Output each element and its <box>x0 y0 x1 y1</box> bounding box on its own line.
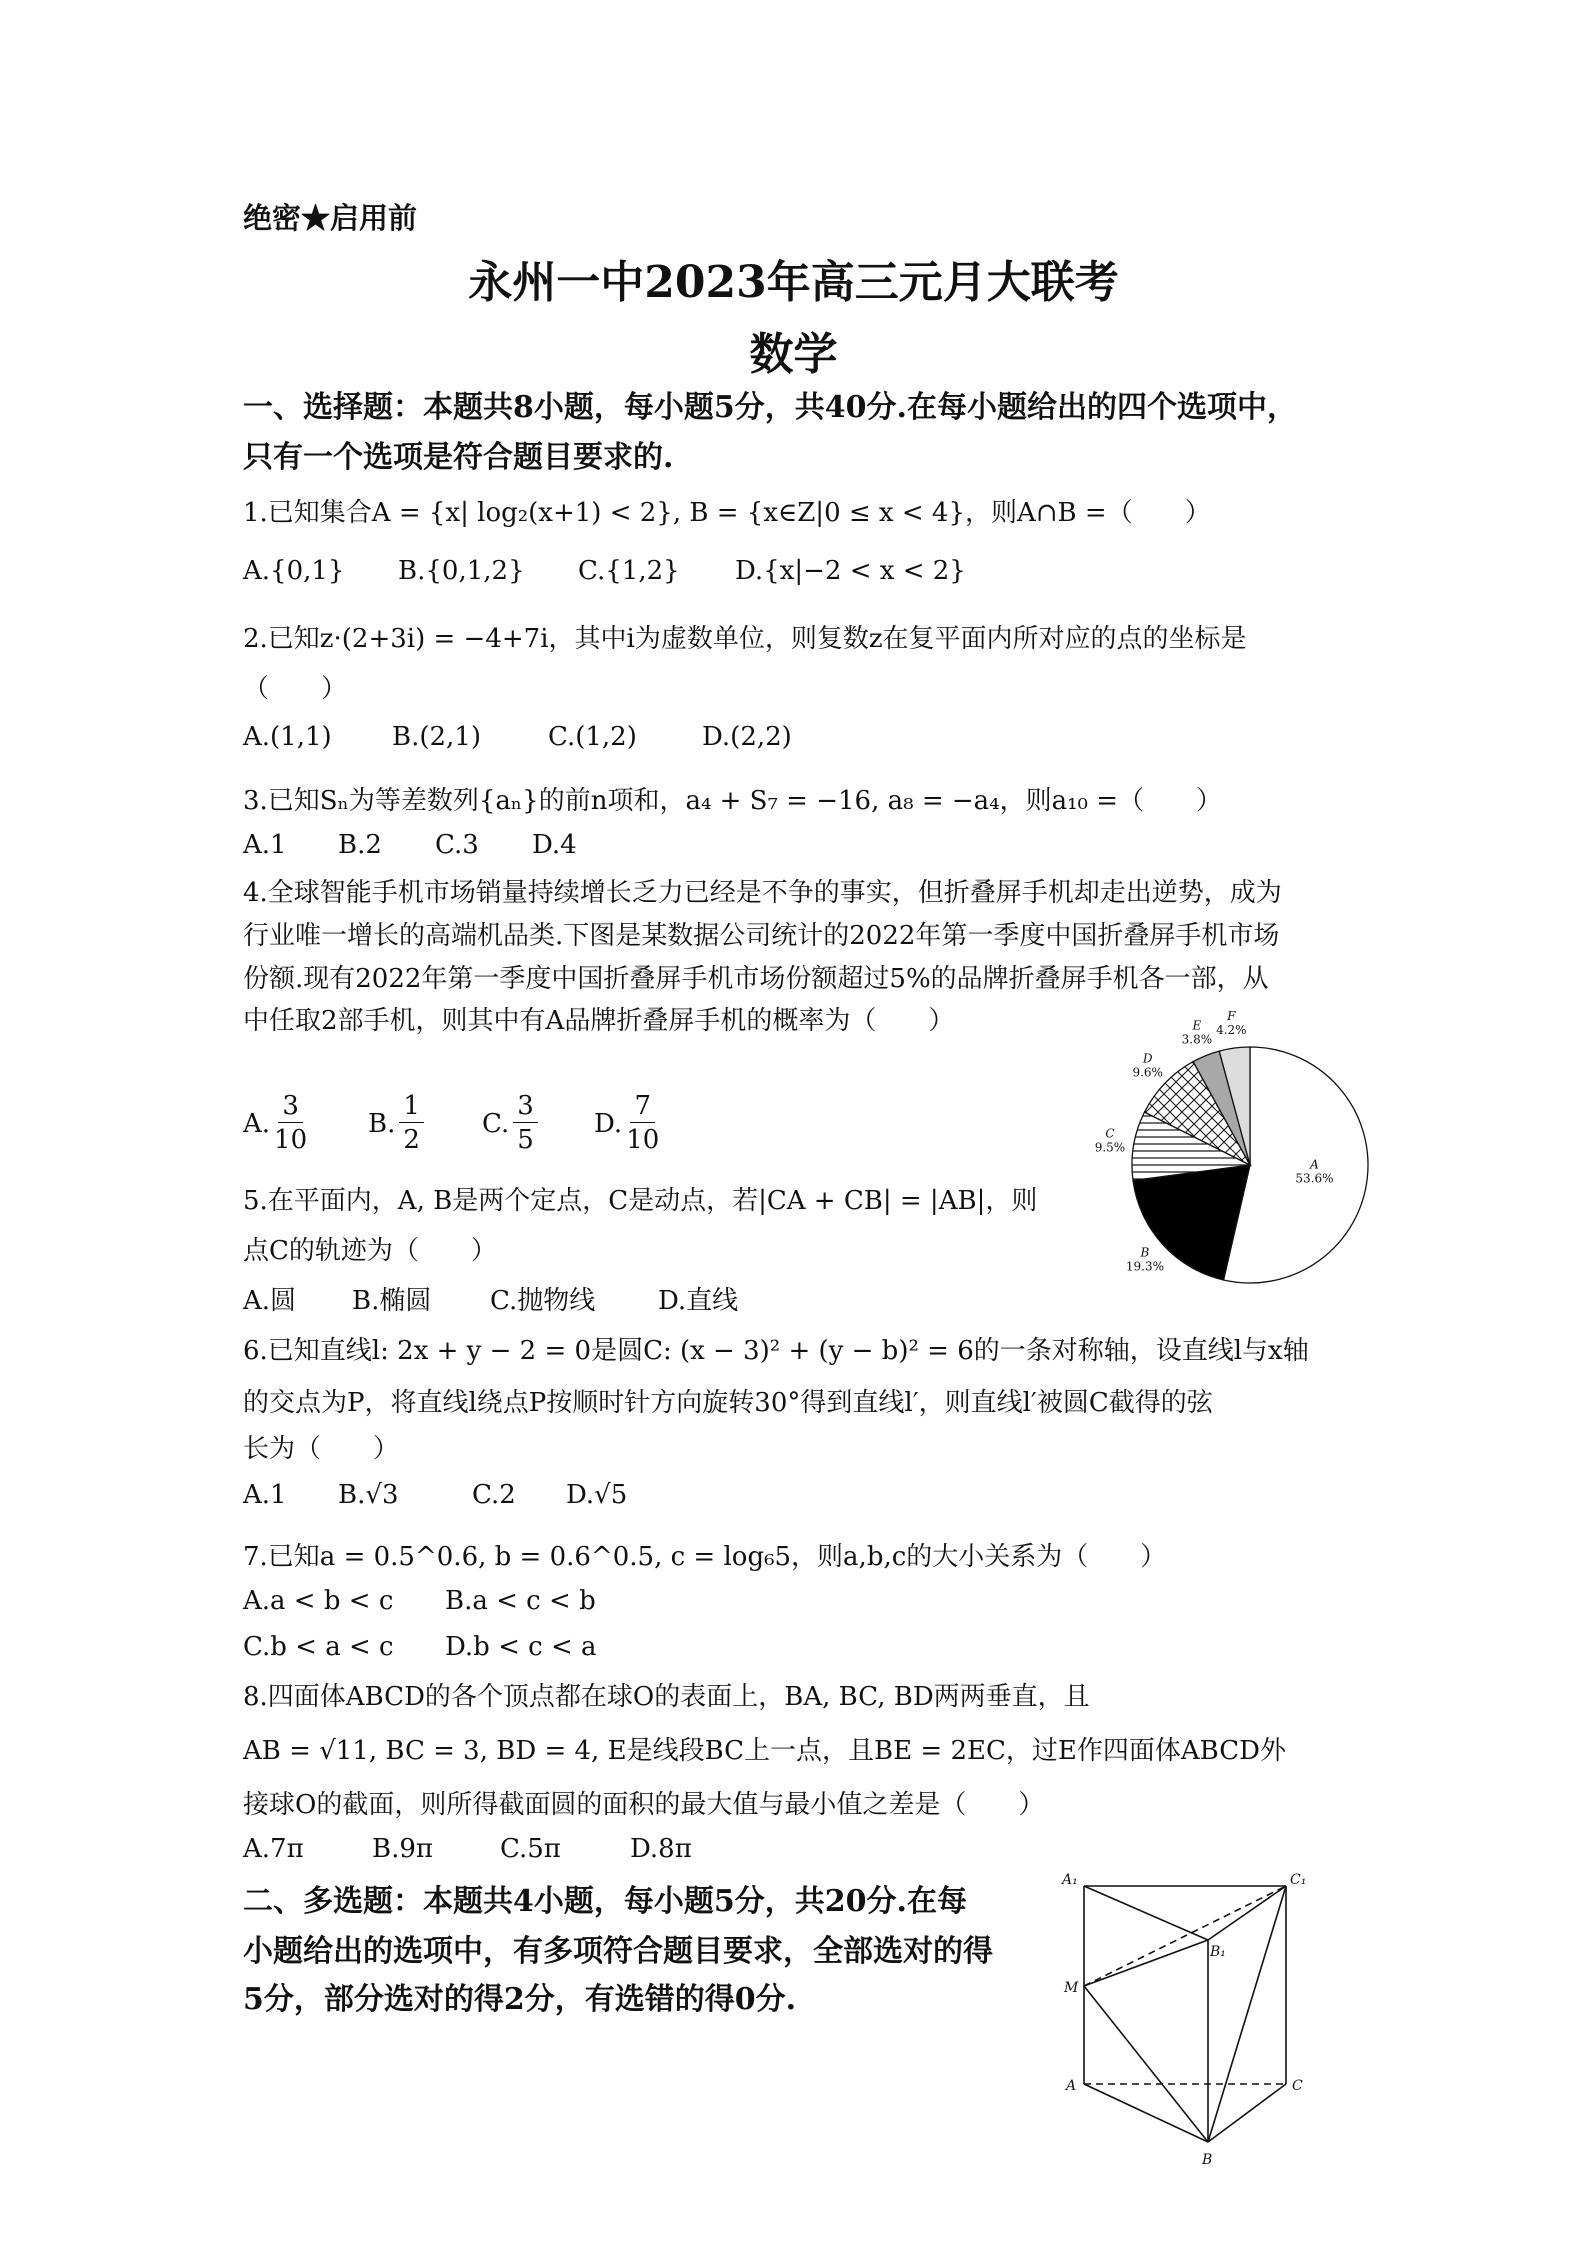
vertex-label-c: C <box>1292 2078 1303 2094</box>
q7-option-a: A.a < b < c <box>243 1586 394 1616</box>
q7-option-c: C.b < a < c <box>243 1632 394 1662</box>
q8-option-d: D.8π <box>630 1834 692 1864</box>
option-letter: A. <box>243 1108 271 1139</box>
edge-m-c1-dashed <box>1084 1886 1286 1986</box>
fraction-numerator: 3 <box>513 1090 538 1123</box>
pie-value-d: 9.6% <box>1132 1065 1163 1080</box>
section2-line2: 小题给出的选项中，有多项符合题目要求，全部选对的得 <box>243 1934 993 1969</box>
pie-label-a: A <box>1310 1157 1319 1172</box>
pie-value-e: 3.8% <box>1181 1032 1213 1047</box>
q3-option-c: C.3 <box>435 830 479 860</box>
q2-stem: 2.已知z·(2+3i) = −4+7i，其中i为虚数单位，则复数z在复平面内所对应的点的坐标是 <box>243 624 1247 654</box>
q4-option-b <box>368 1090 424 1157</box>
section1-line2: 只有一个选项是符合题目要求的. <box>243 440 674 475</box>
option-letter: C. <box>482 1108 510 1139</box>
vertex-label-a1: A₁ <box>1062 1872 1078 1888</box>
q6-line3: 长为（ ） <box>243 1434 400 1464</box>
pie-value-f: 4.2% <box>1216 1023 1247 1038</box>
q8-option-c: C.5π <box>500 1834 561 1864</box>
subject-title: 数学 <box>749 329 838 380</box>
q6-option-a: A.1 <box>243 1480 287 1510</box>
edge-m-b1 <box>1084 1940 1208 1986</box>
q5-option-a: A.圆 <box>243 1286 297 1316</box>
pie-value-b: 19.3% <box>1125 1259 1165 1274</box>
pie-label-e: E <box>1192 1018 1202 1033</box>
q7-option-b: B.a < c < b <box>445 1586 596 1616</box>
q2-option-b: B.(2,1) <box>392 722 482 752</box>
q3-option-a: A.1 <box>243 830 287 860</box>
q2-option-a: A.(1,1) <box>243 722 332 752</box>
q4-line1: 4.全球智能手机市场销量持续增长乏力已经是不争的事实，但折叠屏手机却走出逆势，成为 <box>243 878 1282 908</box>
q6-option-b: B.√3 <box>338 1480 399 1510</box>
pie-value-a: 53.6% <box>1295 1171 1334 1186</box>
exam-title: 永州一中2023年高三元月大联考 <box>468 257 1119 308</box>
q8-line2: AB = √11, BC = 3, BD = 4, E是线段BC上一点，且BE = 2EC，过E作四面体ABCD外 <box>243 1736 1286 1766</box>
fraction-numerator: 1 <box>399 1090 424 1123</box>
q2-option-c: C.(1,2) <box>548 722 637 752</box>
secret-label: 绝密★启用前 <box>243 201 418 235</box>
q1-option-c: C.{1,2} <box>578 556 680 586</box>
section2-line3: 5分，部分选对的得2分，有选错的得0分. <box>243 1982 797 2017</box>
prism-diagram <box>1050 1870 1330 2200</box>
q4-line2: 行业唯一增长的高端机品类.下图是某数据公司统计的2022年第一季度中国折叠屏手机市场 <box>243 921 1280 951</box>
vertex-label-m: M <box>1064 1980 1079 1996</box>
q3-option-b: B.2 <box>338 830 382 860</box>
q6-option-d: D.√5 <box>566 1480 628 1510</box>
edge-m-b <box>1084 1986 1208 2142</box>
fraction-denominator: 10 <box>274 1125 308 1155</box>
q5-option-d: D.直线 <box>658 1286 739 1316</box>
edge-c1-b1 <box>1208 1886 1286 1940</box>
q1-stem: 1.已知集合A = {x| log₂(x+1) < 2}, B = {x∈Z|0 ≤ x < 4}，则A∩B =（ ） <box>243 498 1211 528</box>
section2-line1: 二、多选题：本题共4小题，每小题5分，共20分.在每 <box>243 1884 967 1919</box>
vertex-label-a: A <box>1066 2078 1077 2094</box>
pie-label-b: B <box>1140 1245 1150 1260</box>
section1-line1: 一、选择题：本题共8小题，每小题5分，共40分.在每小题给出的四个选项中， <box>243 390 1297 425</box>
q4-option-a <box>243 1090 307 1157</box>
q4-option-c <box>482 1090 538 1157</box>
fraction-denominator: 5 <box>517 1125 534 1155</box>
pie-label-d: D <box>1142 1051 1153 1066</box>
pie-label-f: F <box>1227 1010 1236 1024</box>
q5-option-b: B.椭圆 <box>352 1286 432 1316</box>
vertex-label-b: B <box>1202 2152 1213 2168</box>
fraction <box>626 1090 659 1157</box>
pie-value-c: 9.5% <box>1094 1140 1126 1155</box>
q8-option-b: B.9π <box>372 1834 434 1864</box>
q3-stem: 3.已知Sₙ为等差数列{aₙ}的前n项和，a₄ + S₇ = −16, a₈ = −a₄，则a₁₀ =（ ） <box>243 786 1222 816</box>
q4-option-d <box>594 1090 659 1157</box>
fraction <box>399 1090 424 1157</box>
q2-option-d: D.(2,2) <box>702 722 792 752</box>
q3-option-d: D.4 <box>532 830 577 860</box>
fraction <box>513 1090 538 1157</box>
q5-option-c: C.抛物线 <box>490 1286 596 1316</box>
fraction-numerator: 3 <box>278 1090 303 1123</box>
q8-line3: 接球O的截面，则所得截面圆的面积的最大值与最小值之差是（ ） <box>243 1790 1045 1820</box>
q4-line4: 中任取2部手机，则其中有A品牌折叠屏手机的概率为（ ） <box>243 1006 955 1036</box>
q6-line1: 6.已知直线l: 2x + y − 2 = 0是圆C: (x − 3)² + (y − b)² = 6的一条对称轴，设直线l与x轴 <box>243 1336 1309 1366</box>
fraction-denominator: 2 <box>403 1125 420 1155</box>
pie-label-c: C <box>1105 1126 1115 1141</box>
q6-line2: 的交点为P，将直线l绕点P按顺时针方向旋转30°得到直线l′，则直线l′被圆C截得的弦 <box>243 1388 1213 1418</box>
q2-stem-paren: （ ） <box>243 674 348 704</box>
q5-stem2: 点C的轨迹为（ ） <box>243 1236 497 1266</box>
fraction-denominator: 10 <box>626 1125 660 1155</box>
option-letter: D. <box>594 1108 623 1139</box>
q7-option-d: D.b < c < a <box>445 1632 597 1662</box>
edge-a1-b1 <box>1084 1886 1208 1940</box>
fraction-numerator: 7 <box>630 1090 655 1123</box>
edge-c1-b <box>1208 1886 1286 2142</box>
option-letter: B. <box>368 1108 396 1139</box>
q8-option-a: A.7π <box>243 1834 304 1864</box>
q7-stem: 7.已知a = 0.5^0.6, b = 0.6^0.5, c = log₆5，则a,b,c的大小关系为（ ） <box>243 1542 1167 1572</box>
q1-option-d: D.{x|−2 < x < 2} <box>735 556 966 586</box>
q1-option-a: A.{0,1} <box>243 556 345 586</box>
vertex-label-b1: B₁ <box>1210 1944 1226 1960</box>
market-share-pie-chart <box>1080 1010 1380 1300</box>
q4-line3: 份额.现有2022年第一季度中国折叠屏手机市场份额超过5%的品牌折叠屏手机各一部，从 <box>243 964 1269 994</box>
q8-line1: 8.四面体ABCD的各个顶点都在球O的表面上，BA, BC, BD两两垂直，且 <box>243 1682 1090 1712</box>
vertex-label-c1: C₁ <box>1290 1872 1307 1888</box>
q6-option-c: C.2 <box>472 1480 516 1510</box>
q5-stem: 5.在平面内，A, B是两个定点，C是动点，若|CA + CB| = |AB|，则 <box>243 1186 1038 1216</box>
fraction <box>274 1090 307 1157</box>
q1-option-b: B.{0,1,2} <box>398 556 525 586</box>
edge-a-b <box>1084 2084 1208 2142</box>
edge-c-b <box>1208 2084 1286 2142</box>
